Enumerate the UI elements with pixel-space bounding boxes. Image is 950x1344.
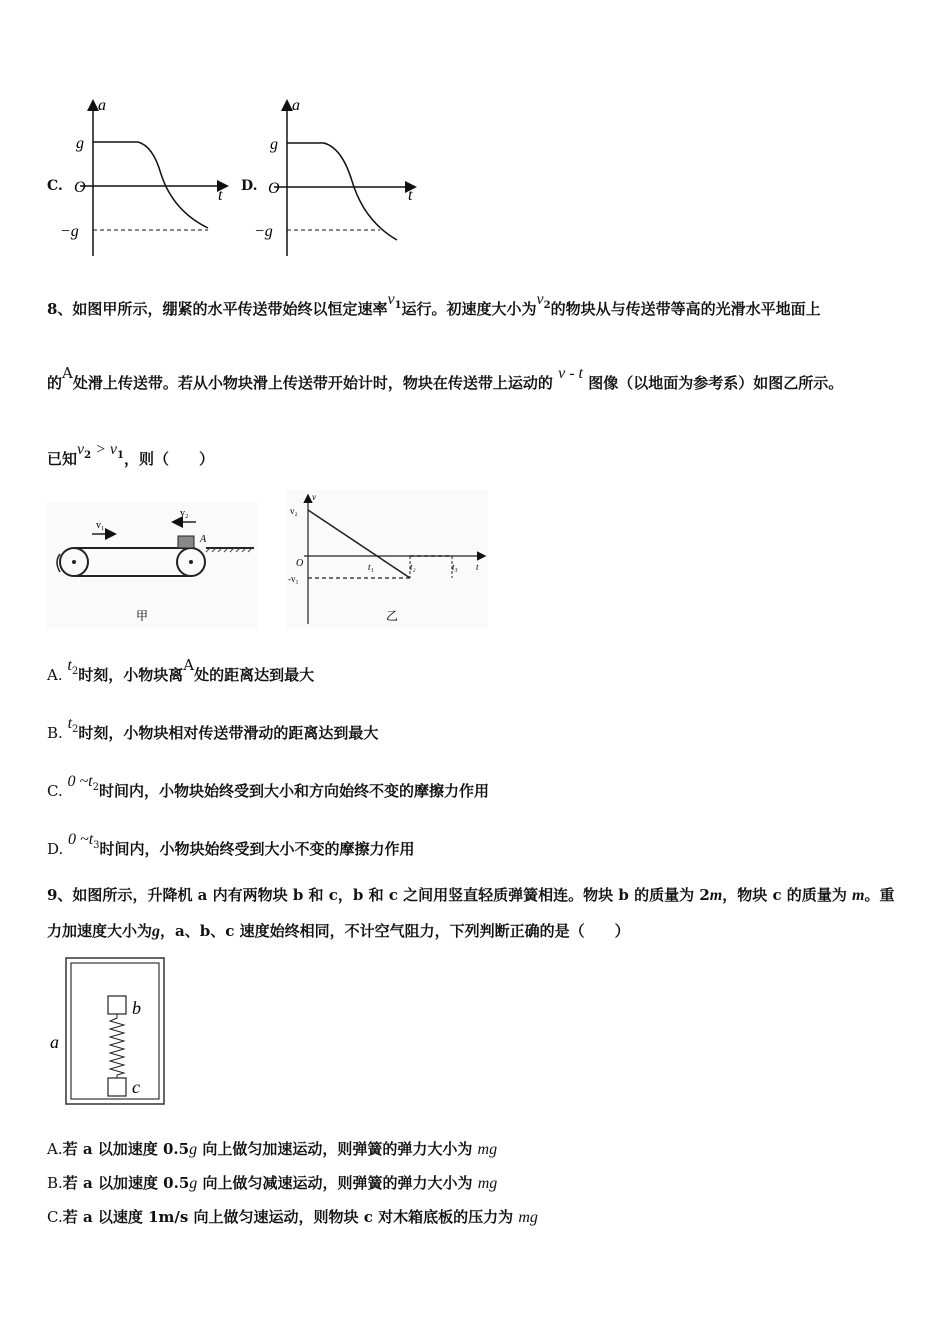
c-label: c (132, 1077, 140, 1097)
vt-symbol: v - t (558, 365, 583, 382)
option-math: t (67, 657, 72, 674)
option-math: t (67, 715, 73, 732)
axis-t-label: t (218, 187, 223, 204)
tick-g: g (76, 135, 84, 152)
option-prefix: C. (47, 1208, 63, 1226)
q9-line-2 (47, 920, 630, 941)
option-text: 时间内，小物块始终受到大小和方向始终不变的摩擦力作用 (98, 782, 489, 800)
q8-option-c[interactable] (47, 773, 489, 803)
text: ，则（ ） (123, 450, 214, 468)
option-prefix: C. (47, 782, 63, 800)
v2-symbol: v (536, 291, 544, 308)
v2-label: v₂ (290, 506, 298, 516)
option-d-label: D. (241, 178, 258, 194)
q9-option-b[interactable] (47, 1172, 497, 1193)
point-a: A (62, 364, 73, 382)
option-prefix: D. (47, 840, 64, 858)
graph-d (252, 96, 432, 261)
curve (287, 143, 397, 240)
q8-option-a[interactable] (47, 656, 315, 687)
q8-line-2 (47, 364, 844, 393)
m-symbol: m (852, 887, 865, 904)
option-sub: 2 (71, 666, 79, 677)
v1-label: v₁ (96, 520, 105, 531)
text: ，物块 c 的质量为 (722, 886, 853, 904)
text: ，a、b、c 速度始终相同，不计空气阻力，下列判断正确的是（ ） (160, 922, 630, 940)
tick-neg-g: −g (60, 223, 79, 240)
option-prefix: B. (47, 724, 63, 742)
option-prefix: A. (47, 666, 63, 684)
text: 图像（以地面为参考系）如图乙所示。 (588, 374, 844, 392)
text: 9、如图所示，升降机 a 内有两物块 b 和 c，b 和 c 之间用竖直轻质弹簧相连。物块 b 的质量为 2 (47, 886, 710, 904)
sub: 1 (117, 450, 124, 461)
caption-yi: 乙 (386, 609, 399, 623)
v2-sub: 2 (543, 300, 551, 311)
text: 力加速度大小为 (47, 922, 153, 940)
q9-line-1 (47, 884, 895, 905)
option-text: 时刻，小物块离 (78, 666, 184, 684)
m-symbol: m (709, 887, 723, 904)
option-text: 向上做匀加速运动，则弹簧的弹力大小为 (197, 1140, 478, 1158)
t1-label: t₁ (368, 562, 374, 572)
cond-v2: v (77, 441, 85, 458)
option-c-label: C. (47, 178, 63, 194)
q9-option-c[interactable] (47, 1206, 538, 1227)
b-label: b (132, 998, 141, 1018)
t-label: t (476, 562, 479, 572)
v1-symbol: v (387, 291, 395, 308)
option-sub: 2 (72, 724, 79, 735)
block (178, 536, 194, 548)
tick-o: O (74, 179, 86, 196)
caption-jia: 甲 (136, 609, 149, 623)
mg-symbol: mg (518, 1209, 538, 1226)
block-b (108, 996, 126, 1014)
v2-label: v₂ (180, 508, 189, 519)
tick-o: O (268, 180, 280, 197)
spring (110, 1014, 124, 1078)
point-a: A (183, 656, 195, 674)
option-sub: 3 (93, 840, 100, 851)
q8-line-1 (47, 291, 821, 321)
text: 运行。初速度大小为 (401, 300, 537, 318)
v1-sub: 1 (394, 300, 402, 311)
graph-c (58, 96, 238, 261)
cond-gt-v1: > v (91, 441, 117, 458)
option-math: 0 ~t (68, 831, 94, 848)
q8-option-b[interactable] (47, 715, 379, 745)
option-prefix: A. (47, 1140, 63, 1158)
axis-a-label: a (292, 97, 300, 114)
neg-v1-label: -v₁ (288, 574, 299, 584)
option-text: 若 a 以速度 1m/s 向上做匀速运动，则物块 c 对木箱底板的压力为 (62, 1208, 519, 1226)
v-label: v (312, 492, 316, 502)
g-symbol: g (189, 1141, 198, 1158)
a-label: A (200, 534, 207, 545)
axis-t-label: t (408, 187, 413, 204)
curve (93, 142, 208, 228)
option-sub: 2 (92, 782, 99, 793)
figure-jia-conveyor (46, 502, 258, 628)
g-symbol: g (189, 1175, 198, 1192)
t3-label: t₃ (452, 562, 458, 572)
option-text: 时刻，小物块相对传送带滑动的距离达到最大 (78, 724, 379, 742)
text: 的物块从与传送带等高的光滑水平地面上 (550, 300, 821, 318)
option-text: 处的距离达到最大 (194, 666, 315, 684)
figure-elevator (46, 954, 172, 1108)
text: 处滑上传送带。若从小物块滑上传送带开始计时，物块在传送带上运动的 (72, 374, 553, 392)
o-label: O (296, 558, 304, 569)
option-text: 时间内，小物块始终受到大小不变的摩擦力作用 (99, 840, 415, 858)
option-prefix: B. (47, 1174, 63, 1192)
sub: 2 (84, 450, 92, 461)
mg-symbol: mg (477, 1175, 498, 1192)
q9-option-a[interactable] (47, 1138, 497, 1159)
option-math: 0 ~t (67, 773, 93, 790)
text: 。重 (864, 886, 895, 904)
axis-a-label: a (98, 97, 106, 114)
q8-option-d[interactable] (47, 831, 415, 861)
tick-neg-g: −g (254, 223, 273, 240)
q8-line-3 (47, 441, 214, 471)
mg-symbol: mg (477, 1141, 498, 1158)
option-text: 若 a 以加速度 0.5 (62, 1140, 190, 1158)
figure-yi-vt-graph (286, 490, 488, 628)
a-label: a (50, 1032, 59, 1052)
text: 的 (47, 374, 63, 392)
text: 已知 (47, 450, 78, 468)
block-c (108, 1078, 126, 1096)
option-text: 若 a 以加速度 0.5 (62, 1174, 190, 1192)
text: 8、如图甲所示，绷紧的水平传送带始终以恒定速率 (47, 300, 388, 318)
option-text: 向上做匀减速运动，则弹簧的弹力大小为 (197, 1174, 478, 1192)
tick-g: g (270, 136, 278, 153)
t2-label: t₂ (410, 562, 416, 572)
g-symbol: g (152, 923, 161, 940)
